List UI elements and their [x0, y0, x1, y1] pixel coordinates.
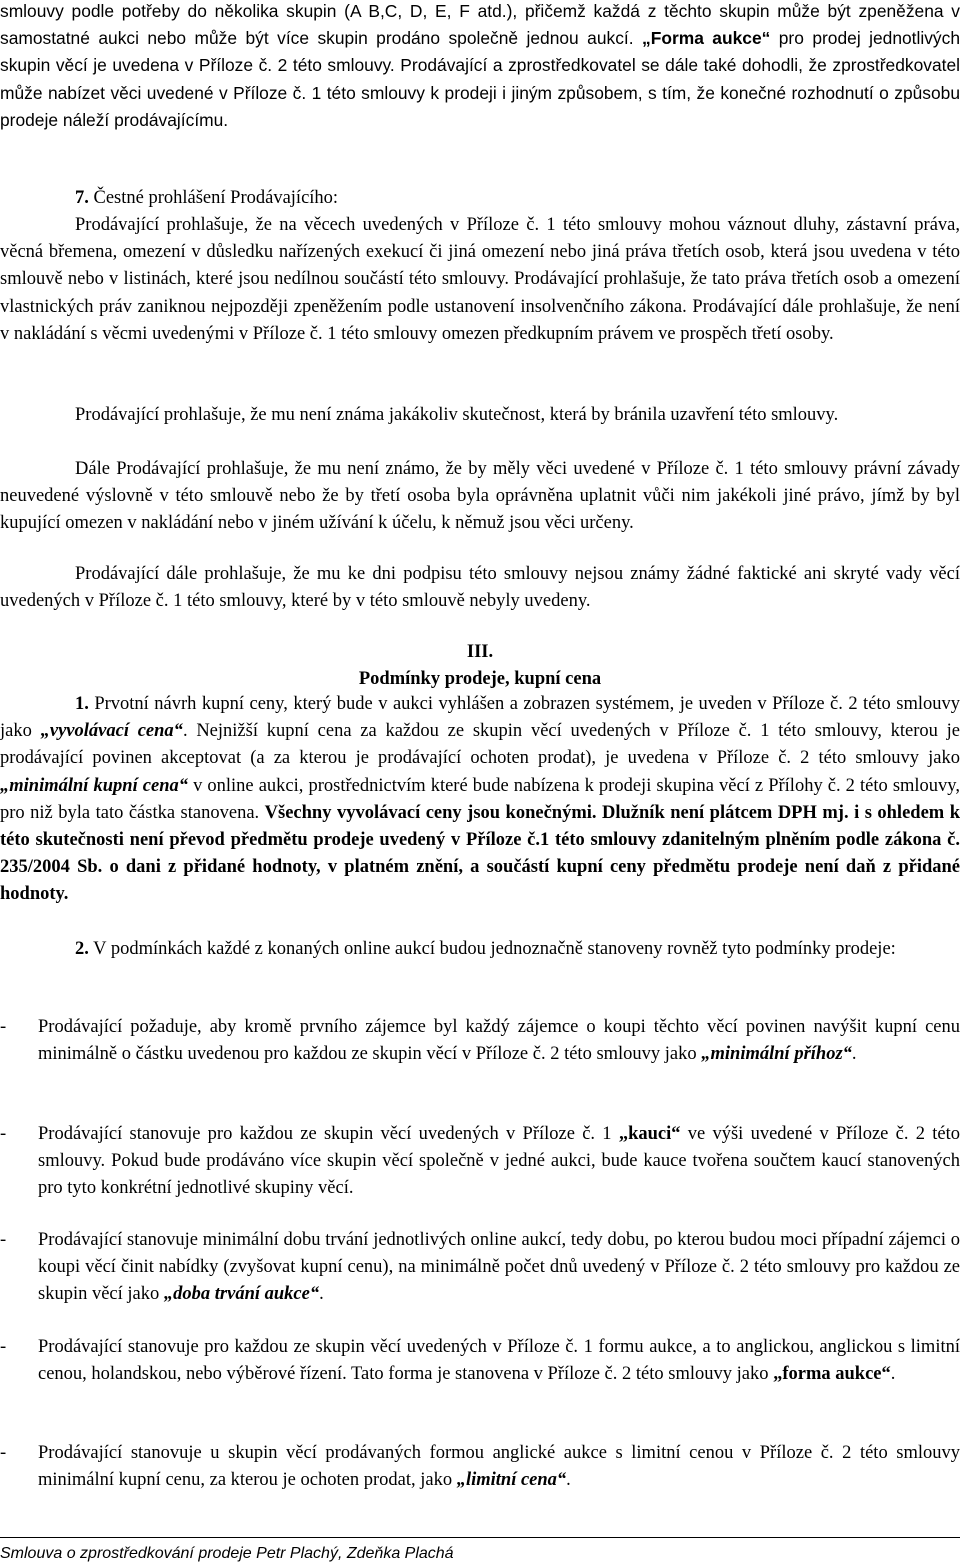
- bullet-dash: -: [0, 1017, 7, 1037]
- minimalni-kupni-cena-term: „minimální kupní cena“: [0, 775, 188, 796]
- section-7-paragraph-2: Prodávající prohlašuje, že mu není známa jakákoliv skutečnost, která by bránila uzavření této smlouvy.: [75, 405, 839, 425]
- section-7-paragraph-4: Prodávající dále prohlašuje, že mu ke dni podpisu této smlouvy nejsou známy žádné faktické ani skryté vady věcí uvedených v Příloze č. 1 této smlouvy, které by v této smlouvě nebyly uvedeny.: [0, 564, 960, 612]
- section-7-paragraph-3: Dále Prodávající prohlašuje, že mu není známo, že by měly věci uvedené v Příloze č. 1 této smlouvy právní závady neuvedené výslovně v této smlouvě nebo že by třetí osoba byla oprávněna uplatnit vůči nim jakékoli jiné právo, jímž by byl kupující omezen v nakládání nebo v jiném užívání k účelu, k němuž jsou věci určeny.: [0, 459, 960, 534]
- section-3-roman: III.: [466, 642, 494, 662]
- bullet-dash: -: [0, 1443, 7, 1463]
- section-3-title: Podmínky prodeje, kupní cena: [358, 669, 602, 689]
- vat-statement: Všechny vyvolávací ceny jsou konečnými. Dlužník není plátcem DPH mj. i s ohledem k této skutečnosti není převod předmětu prodeje uvedený v Příloze č.1 této smlouvy zdanitelným plněním podle zákona č. 235/2004 Sb. o dani z přidané hodnoty, v platném znění, a součástí kupní ceny předmětu prodeje není daň z přidané hodnoty.: [0, 802, 960, 905]
- bullet-dash: -: [0, 1124, 7, 1144]
- condition-bullet-1: - Prodávající požaduje, aby kromě prvního zájemce byl každý zájemce o koupi těchto věcí povinen navýšit kupní cenu minimálně o částku uvedenou pro každou ze skupin věcí v Příloze č. 2 této smlouvy jako „minimální příhoz“.: [0, 1014, 960, 1068]
- page-footer: Smlouva o zprostředkování prodeje Petr Plachý, Zdeňka Plachá: [0, 1545, 454, 1562]
- condition-bullet-4: - Prodávající stanovuje pro každou ze skupin věcí uvedených v Příloze č. 1 formu aukce, a to anglickou, anglickou s limitní cenou, holandskou, nebo výběrové řízení. Tato forma je stanovena v Příloze č. 2 této smlouvy jako „forma aukce“.: [0, 1334, 960, 1388]
- intro-text-c: pro prodej jednotlivých skupin věcí je uvedena v Příloze č. 2 této smlouvy. Prodávající a zprostředkovatel se dále také dohodli, že zprostředkovatel může nabízet věci uvedené v Příloze č. 1 této smlouvy k prodeji i jiným způsobem, s tím, že konečné rozhodnutí o způsobu prodeje náleží prodávajícímu.: [0, 28, 960, 130]
- section-7-heading: [0, 185, 960, 212]
- forma-aukce-term: „Forma aukce“: [642, 28, 771, 49]
- condition-bullet-3: - Prodávající stanovuje minimální dobu trvání jednotlivých online aukcí, tedy dobu, po kterou budou moci případní zájemci o koupi věcí činit nabídky (zvyšovat kupní cenu), na minimálně počet dnů uvedený v Příloze č. 2 této smlouvy pro každou ze skupin věcí jako „doba trvání aukce“.: [0, 1227, 960, 1309]
- section-7-title: Čestné prohlášení Prodávajícího:: [88, 188, 339, 208]
- section-3-item-2: 2. V podmínkách každé z konaných online aukcí budou jednoznačně stanoveny rovněž tyto podmínky prodeje:: [75, 939, 896, 959]
- footer-rule: [0, 1537, 960, 1538]
- section-7-paragraph-1: Prodávající prohlašuje, že na věcech uvedených v Příloze č. 1 této smlouvy mohou váznout dluhy, zástavní práva, věcná břemena, omezení v důsledku nařízených exekucí či jiná omezení nebo jiná práva třetích osob, která jsou uvedena v této smlouvě nebo v listinách, které jsou nedílnou součástí této smlouvy. Prodávající prohlašuje, že tato práva třetích osob a omezení vlastnických práv zaniknou nejpozději zpeněžením podle ustanovení insolvenčního zákona. Prodávající dále prohlašuje, že není v nakládání s věcmi uvedenými v Příloze č. 1 této smlouvy omezen předkupním právem ve prospěch třetí osoby.: [0, 215, 960, 344]
- bullet-dash: -: [0, 1230, 7, 1250]
- condition-bullet-2: - Prodávající stanovuje pro každou ze skupin věcí uvedených v Příloze č. 1 „kauci“ ve výši uvedené v Příloze č. 2 této smlouvy. Pokud bude prodáváno více skupin věcí společně v jedné aukci, bude kauce tvořena součtem kaucí stanovených pro tyto konkrétní jednotlivé skupiny věcí.: [0, 1121, 960, 1203]
- vyvolavaci-cena-term: „vyvolávací cena“: [40, 721, 183, 742]
- intro-paragraph: [0, 0, 960, 134]
- intro-text-a: smlouvy podle potřeby do několika skupin (A B,C, D, E, F atd.), přičemž každá z těchto skupin může být zpeněžena v samostatné aukci nebo může být více skupin prodáno společně jednou aukcí.: [0, 1, 960, 49]
- section-7-number: 7.: [75, 188, 89, 208]
- section-3-item-1: 1. Prvotní návrh kupní ceny, který bude v aukci vyhlášen a zobrazen systémem, je uveden v Příloze č. 2 této smlouvy jako „vyvolávací cena“. Nejnižší kupní cena za každou ze skupin věcí uvedených v Příloze č. 1 této smlouvy, kterou je prodávající povinen akceptovat (a za kterou je prodávající ochoten prodat), je uvedena v Příloze č. 2 této smlouvy jako „minimální kupní cena“ v online aukci, prostřednictvím které bude nabízena k prodeji skupina věcí z Přílohy č. 2 této smlouvy, pro niž byla tato částka stanovena. Všechny vyvolávací ceny jsou konečnými. Dlužník není plátcem DPH mj. i s ohledem k této skutečnosti není převod předmětu prodeje uvedený v Příloze č.1 této smlouvy zdanitelným plněním podle zákona č. 235/2004 Sb. o dani z přidané hodnoty, v platném znění, a součástí kupní ceny předmětu prodeje není daň z přidané hodnoty.: [0, 694, 960, 905]
- condition-bullet-5: - Prodávající stanovuje u skupin věcí prodávaných formou anglické aukce s limitní cenou v Příloze č. 2 této smlouvy minimální kupní cenu, za kterou je ochoten prodat, jako „limitní cena“.: [0, 1440, 960, 1494]
- bullet-dash: -: [0, 1337, 7, 1357]
